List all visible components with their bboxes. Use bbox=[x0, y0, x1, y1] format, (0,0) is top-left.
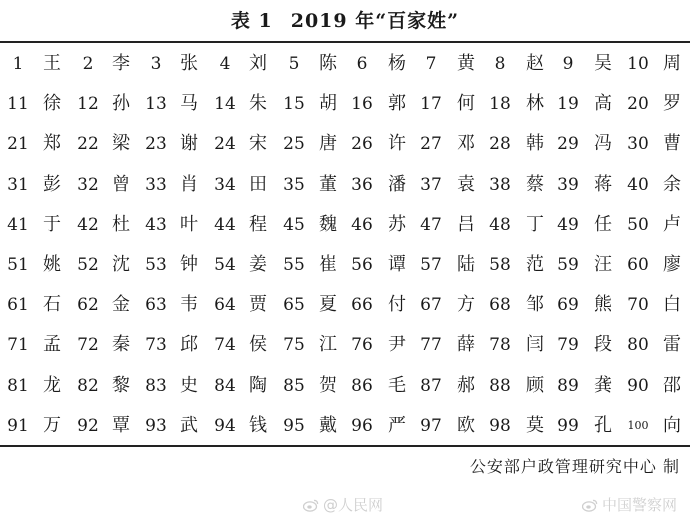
rank-number: 24 bbox=[214, 134, 236, 155]
rank-number: 23 bbox=[145, 134, 167, 155]
surname: 余 bbox=[663, 173, 681, 195]
surname: 金 bbox=[112, 294, 130, 316]
surname: 秦 bbox=[112, 334, 130, 356]
surname: 曾 bbox=[112, 173, 130, 195]
surname: 严 bbox=[388, 414, 406, 436]
surname: 陈 bbox=[319, 53, 337, 74]
surname: 彭 bbox=[43, 173, 61, 195]
surname: 雷 bbox=[663, 334, 681, 356]
surname: 黎 bbox=[112, 374, 130, 396]
surname: 王 bbox=[43, 53, 61, 74]
rank-number: 38 bbox=[489, 174, 511, 195]
rank-number: 29 bbox=[557, 134, 579, 155]
surname: 孙 bbox=[112, 93, 130, 115]
rank-number: 73 bbox=[145, 335, 167, 356]
surname: 付 bbox=[388, 294, 406, 316]
rank-number: 33 bbox=[145, 174, 167, 195]
rank-number: 18 bbox=[489, 94, 511, 115]
surname: 戴 bbox=[319, 414, 337, 436]
surname: 苏 bbox=[388, 213, 406, 235]
surname: 何 bbox=[457, 93, 475, 115]
surname: 邱 bbox=[180, 334, 198, 356]
surname: 黄 bbox=[457, 53, 475, 74]
rank-number: 84 bbox=[214, 375, 236, 396]
rank-number: 44 bbox=[214, 214, 236, 235]
weibo-icon bbox=[303, 498, 319, 512]
surname: 范 bbox=[526, 253, 544, 275]
rank-number: 54 bbox=[214, 254, 236, 275]
rank-number: 65 bbox=[283, 295, 305, 316]
rank-number: 36 bbox=[351, 174, 373, 195]
surname: 欧 bbox=[457, 414, 475, 436]
surname: 崔 bbox=[319, 253, 337, 275]
rank-number: 31 bbox=[7, 174, 29, 195]
surname: 龙 bbox=[43, 374, 61, 396]
surname: 叶 bbox=[180, 213, 198, 235]
rank-number: 77 bbox=[420, 335, 442, 356]
rank-number: 67 bbox=[420, 295, 442, 316]
rank-number: 45 bbox=[283, 214, 305, 235]
surname: 罗 bbox=[663, 93, 681, 115]
surname: 林 bbox=[526, 93, 544, 115]
surname: 闫 bbox=[526, 334, 544, 356]
rank-number: 28 bbox=[489, 134, 511, 155]
rank-number: 39 bbox=[557, 174, 579, 195]
rank-number: 30 bbox=[627, 134, 649, 155]
rank-number: 20 bbox=[627, 94, 649, 115]
rank-number: 74 bbox=[214, 335, 236, 356]
surname: 丁 bbox=[526, 213, 544, 235]
surname: 张 bbox=[180, 53, 198, 74]
surname: 孟 bbox=[43, 334, 61, 356]
surname: 姚 bbox=[43, 253, 61, 275]
rank-number: 93 bbox=[145, 415, 167, 436]
table-number: 表 1 bbox=[230, 10, 273, 32]
rank-number: 37 bbox=[420, 174, 442, 195]
surname: 邓 bbox=[457, 133, 475, 155]
rank-number: 34 bbox=[214, 174, 236, 195]
surname: 曹 bbox=[663, 133, 681, 155]
table-row bbox=[0, 366, 690, 406]
rank-number: 19 bbox=[557, 94, 579, 115]
surname: 任 bbox=[594, 213, 612, 235]
surname: 尹 bbox=[388, 334, 406, 356]
surname: 周 bbox=[663, 53, 681, 74]
surname: 潘 bbox=[388, 173, 406, 195]
rank-number: 22 bbox=[77, 134, 99, 155]
rank-number: 96 bbox=[351, 415, 373, 436]
surname: 谢 bbox=[180, 133, 198, 155]
source-credit: 公安部户政管理研究中心 制 bbox=[469, 457, 680, 476]
rank-number: 40 bbox=[627, 174, 649, 195]
surname: 杨 bbox=[388, 53, 406, 74]
surname: 于 bbox=[43, 213, 61, 235]
rank-number: 43 bbox=[145, 214, 167, 235]
rank-number: 9 bbox=[562, 54, 574, 74]
surname: 韩 bbox=[526, 133, 544, 155]
surname: 徐 bbox=[43, 93, 61, 115]
surname: 毛 bbox=[388, 374, 406, 396]
watermark-left-text: @人民网 bbox=[323, 496, 384, 514]
surname: 郝 bbox=[457, 374, 475, 396]
surname: 顾 bbox=[526, 374, 544, 396]
rank-number: 92 bbox=[77, 415, 99, 436]
rank-number: 90 bbox=[627, 375, 649, 396]
rank-number: 15 bbox=[283, 94, 305, 115]
rank-number: 32 bbox=[77, 174, 99, 195]
surname: 马 bbox=[180, 93, 198, 115]
rank-number: 51 bbox=[7, 254, 29, 275]
rank-number: 95 bbox=[283, 415, 305, 436]
rank-number: 64 bbox=[214, 295, 236, 316]
rank-number: 76 bbox=[351, 335, 373, 356]
rank-number: 13 bbox=[145, 94, 167, 115]
rank-number: 58 bbox=[489, 254, 511, 275]
table-row bbox=[0, 325, 690, 365]
rank-number: 5 bbox=[288, 54, 300, 74]
surname: 沈 bbox=[112, 253, 130, 275]
rank-number: 94 bbox=[214, 415, 236, 436]
rank-number: 27 bbox=[420, 134, 442, 155]
surname: 高 bbox=[594, 93, 612, 115]
rank-number: 14 bbox=[214, 94, 236, 115]
surname: 邹 bbox=[526, 294, 544, 316]
surname: 李 bbox=[112, 53, 130, 74]
rank-number: 26 bbox=[351, 134, 373, 155]
surname: 梁 bbox=[112, 133, 130, 155]
surname: 唐 bbox=[319, 133, 337, 155]
surname: 蒋 bbox=[594, 173, 612, 195]
rank-number: 42 bbox=[77, 214, 99, 235]
surname: 石 bbox=[43, 294, 61, 316]
rank-number: 79 bbox=[557, 335, 579, 356]
surname: 覃 bbox=[112, 414, 130, 436]
surname: 熊 bbox=[594, 294, 612, 316]
surname: 陶 bbox=[249, 374, 267, 396]
surname: 姜 bbox=[249, 253, 267, 275]
rank-number: 10 bbox=[627, 54, 649, 74]
surname: 邵 bbox=[663, 374, 681, 396]
surname: 龚 bbox=[594, 374, 612, 396]
rank-number: 85 bbox=[283, 375, 305, 396]
rank-number: 56 bbox=[351, 254, 373, 275]
surname: 钱 bbox=[249, 414, 267, 436]
rank-number: 1 bbox=[12, 54, 24, 74]
table-row bbox=[0, 245, 690, 285]
rank-number: 53 bbox=[145, 254, 167, 275]
rank-number: 81 bbox=[7, 375, 29, 396]
rank-number: 46 bbox=[351, 214, 373, 235]
rank-number: 72 bbox=[77, 335, 99, 356]
surname: 郭 bbox=[388, 93, 406, 115]
rank-number: 62 bbox=[77, 295, 99, 316]
rank-number: 4 bbox=[219, 54, 231, 74]
rank-number: 97 bbox=[420, 415, 442, 436]
rank-number: 12 bbox=[77, 94, 99, 115]
surname: 方 bbox=[457, 294, 475, 316]
table-row bbox=[0, 44, 690, 84]
surname-table bbox=[0, 44, 690, 446]
surname: 卢 bbox=[663, 213, 681, 235]
rank-number: 17 bbox=[420, 94, 442, 115]
rank-number: 2 bbox=[82, 54, 94, 74]
rank-number: 98 bbox=[489, 415, 511, 436]
rank-number: 8 bbox=[494, 54, 506, 74]
surname: 杜 bbox=[112, 213, 130, 235]
table-row bbox=[0, 84, 690, 124]
surname: 陆 bbox=[457, 253, 475, 275]
table-row bbox=[0, 205, 690, 245]
top-rule bbox=[0, 41, 690, 43]
watermark-right-text: 中国警察网 bbox=[602, 496, 678, 514]
table-row bbox=[0, 165, 690, 205]
surname: 钟 bbox=[180, 253, 198, 275]
rank-number: 48 bbox=[489, 214, 511, 235]
surname: 吴 bbox=[594, 53, 612, 74]
surname: 汪 bbox=[594, 253, 612, 275]
rank-number: 82 bbox=[77, 375, 99, 396]
rank-number: 7 bbox=[425, 54, 437, 74]
surname: 史 bbox=[180, 374, 198, 396]
rank-number: 11 bbox=[7, 94, 29, 115]
rank-number: 70 bbox=[627, 295, 649, 316]
table-title bbox=[0, 6, 690, 33]
surname: 许 bbox=[388, 133, 406, 155]
rank-number: 41 bbox=[7, 214, 29, 235]
rank-number: 49 bbox=[557, 214, 579, 235]
rank-number: 68 bbox=[489, 295, 511, 316]
rank-number: 57 bbox=[420, 254, 442, 275]
surname: 赵 bbox=[526, 53, 544, 74]
rank-number: 80 bbox=[627, 335, 649, 356]
rank-number: 50 bbox=[627, 214, 649, 235]
surname: 郑 bbox=[43, 133, 61, 155]
bottom-rule bbox=[0, 445, 690, 447]
rank-number: 88 bbox=[489, 375, 511, 396]
surname: 程 bbox=[249, 213, 267, 235]
surname: 吕 bbox=[457, 213, 475, 235]
surname: 董 bbox=[319, 173, 337, 195]
surname: 刘 bbox=[249, 53, 267, 74]
rank-number: 16 bbox=[351, 94, 373, 115]
rank-number: 66 bbox=[351, 295, 373, 316]
rank-number: 35 bbox=[283, 174, 305, 195]
surname: 孔 bbox=[594, 414, 612, 436]
rank-number: 55 bbox=[283, 254, 305, 275]
surname: 侯 bbox=[249, 334, 267, 356]
surname: 夏 bbox=[319, 294, 337, 316]
surname: 白 bbox=[663, 294, 681, 316]
surname: 胡 bbox=[319, 93, 337, 115]
surname: 谭 bbox=[388, 253, 406, 275]
rank-number: 60 bbox=[627, 254, 649, 275]
rank-number: 3 bbox=[150, 54, 162, 74]
rank-number: 52 bbox=[77, 254, 99, 275]
watermark-left bbox=[303, 494, 383, 515]
surname: 袁 bbox=[457, 173, 475, 195]
rank-number: 78 bbox=[489, 335, 511, 356]
rank-number: 6 bbox=[356, 54, 368, 74]
surname: 万 bbox=[43, 414, 61, 436]
surname: 段 bbox=[594, 334, 612, 356]
surname: 江 bbox=[319, 334, 337, 356]
surname: 贾 bbox=[249, 294, 267, 316]
rank-number: 83 bbox=[145, 375, 167, 396]
rank-number: 47 bbox=[420, 214, 442, 235]
surname: 宋 bbox=[249, 133, 267, 155]
surname: 田 bbox=[249, 173, 267, 195]
surname: 肖 bbox=[180, 173, 198, 195]
surname: 廖 bbox=[663, 253, 681, 275]
rank-number: 63 bbox=[145, 295, 167, 316]
rank-number: 89 bbox=[557, 375, 579, 396]
table-title-text: 2019 年“百家姓” bbox=[290, 10, 460, 32]
rank-number: 99 bbox=[557, 415, 579, 436]
rank-number: 69 bbox=[557, 295, 579, 316]
table-row bbox=[0, 285, 690, 325]
rank-number: 25 bbox=[283, 134, 305, 155]
rank-number: 71 bbox=[7, 335, 29, 356]
weibo-icon bbox=[582, 498, 598, 512]
surname: 贺 bbox=[319, 374, 337, 396]
rank-number: 100 bbox=[627, 418, 649, 432]
table-row bbox=[0, 124, 690, 164]
surname: 蔡 bbox=[526, 173, 544, 195]
surname: 冯 bbox=[594, 133, 612, 155]
table-row bbox=[0, 406, 690, 446]
rank-number: 86 bbox=[351, 375, 373, 396]
surname: 向 bbox=[663, 414, 681, 436]
surname: 薛 bbox=[457, 334, 475, 356]
rank-number: 61 bbox=[7, 295, 29, 316]
rank-number: 21 bbox=[7, 134, 29, 155]
surname: 朱 bbox=[249, 93, 267, 115]
surname: 韦 bbox=[180, 294, 198, 316]
surname: 魏 bbox=[319, 213, 337, 235]
rank-number: 91 bbox=[7, 415, 29, 436]
rank-number: 75 bbox=[283, 335, 305, 356]
rank-number: 87 bbox=[420, 375, 442, 396]
rank-number: 59 bbox=[557, 254, 579, 275]
surname: 莫 bbox=[526, 414, 544, 436]
watermark-right bbox=[582, 494, 677, 515]
surname: 武 bbox=[180, 414, 198, 436]
